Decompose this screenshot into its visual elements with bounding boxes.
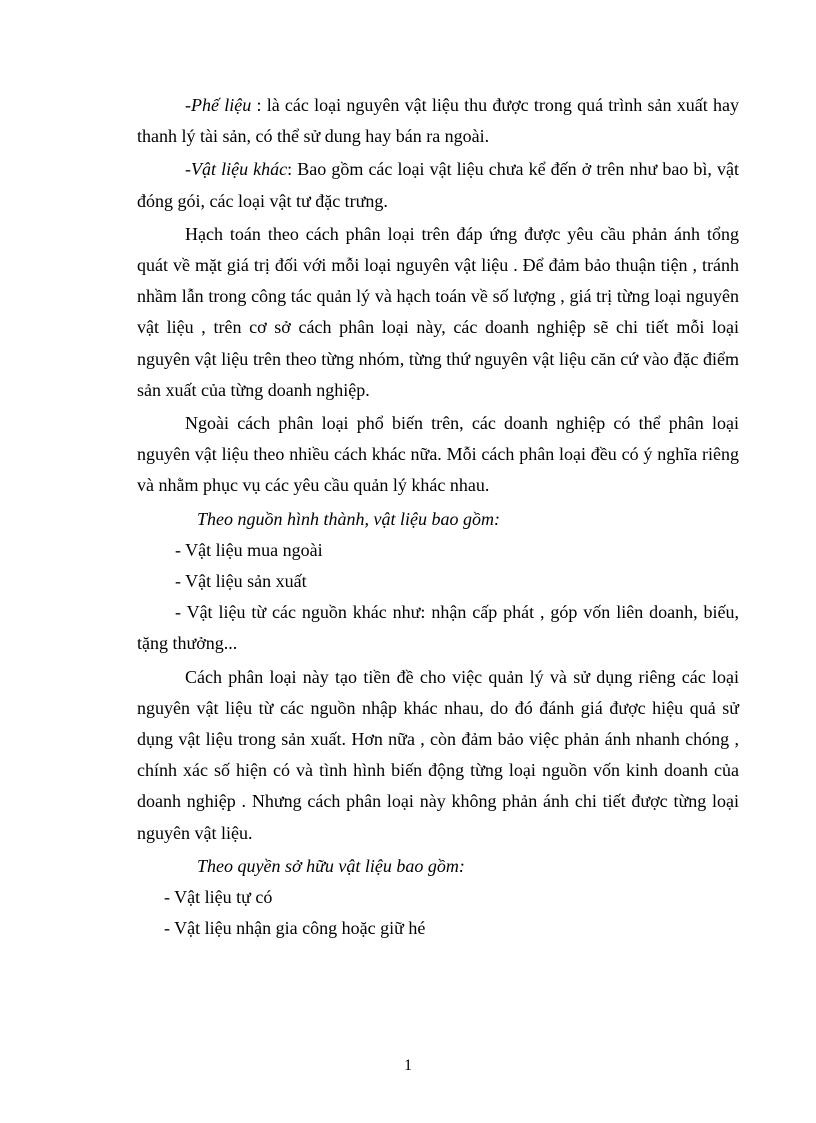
document-body: [137, 90, 739, 944]
paragraph-text: : là các loại nguyên vật liệu thu được trong quá trình sản xuất hay thanh lý tài sản, có thể sử dung hay bán ra ngoài.: [137, 95, 739, 147]
list-item: - Vật liệu nhận gia công hoặc giữ hé: [164, 918, 426, 939]
heading-quyen-so-huu: Theo quyền sở hữu vật liệu bao gồm:: [197, 855, 465, 876]
paragraph-text: : Bao gồm các loại vật liệu chưa kể đến ở trên như bao bì, vật đóng gói, các loại vật tư đặc trưng.: [137, 159, 739, 211]
term-vat-lieu-khac: -Vật liệu khác: [185, 159, 288, 180]
list-item: - Vật liệu từ các nguồn khác như: nhận cấp phát , góp vốn liên doanh, biếu, tặng thưởng...: [137, 602, 739, 654]
heading-nguon-hinh-thanh: Theo nguồn hình thành, vật liệu bao gồm:: [197, 508, 500, 529]
paragraph-cach-phan-loai-nay: Cách phân loại này tạo tiền đề cho việc quản lý và sử dụng riêng các loại nguyên vật liệu từ các nguồn nhập khác nhau, do đó đánh giá được hiệu quả sử dụng vật liệu trong sản xuất. Hơn nữa , còn đảm bảo việc phản ánh nhanh chóng , chính xác số hiện có và tình hình biến động từng loại nguồn vốn kinh doanh của doanh nghiệp . Nhưng cách phân loại này không phản ánh chi tiết được từng loại nguyên vật liệu.: [137, 666, 739, 843]
list-item: - Vật liệu mua ngoài: [175, 539, 323, 560]
list-item: - Vật liệu tự có: [164, 887, 273, 908]
paragraph-phe-lieu: [137, 90, 739, 152]
page-number: 1: [404, 1057, 412, 1074]
term-phe-lieu: -Phế liệu: [185, 95, 252, 115]
paragraph-ngoai-cach-phan-loai: Ngoài cách phân loại phổ biến trên, các doanh nghiệp có thể phân loại nguyên vật liệu theo nhiều cách khác nữa. Mỗi cách phân loại đều có ý nghĩa riêng và nhằm phục vụ các yêu cầu quản lý khác nhau.: [137, 413, 739, 496]
list-item: - Vật liệu sản xuất: [175, 571, 307, 592]
paragraph-vat-lieu-khac: [137, 154, 739, 216]
paragraph-hach-toan: Hạch toán theo cách phân loại trên đáp ứng được yêu cầu phản ánh tổng quát về mặt giá trị đối với mỗi loại nguyên vật liệu . Để đảm bảo thuận tiện , tránh nhầm lẫn trong công tác quản lý và hạch toán về số lượng , giá trị từng loại nguyên vật liệu , trên cơ sở cách phân loại này, các doanh nghiệp sẽ chi tiết mỗi loại nguyên vật liệu trên theo từng nhóm, từng thứ nguyên vật liệu căn cứ vào đặc điểm sản xuất của từng doanh nghiệp.: [137, 223, 739, 400]
